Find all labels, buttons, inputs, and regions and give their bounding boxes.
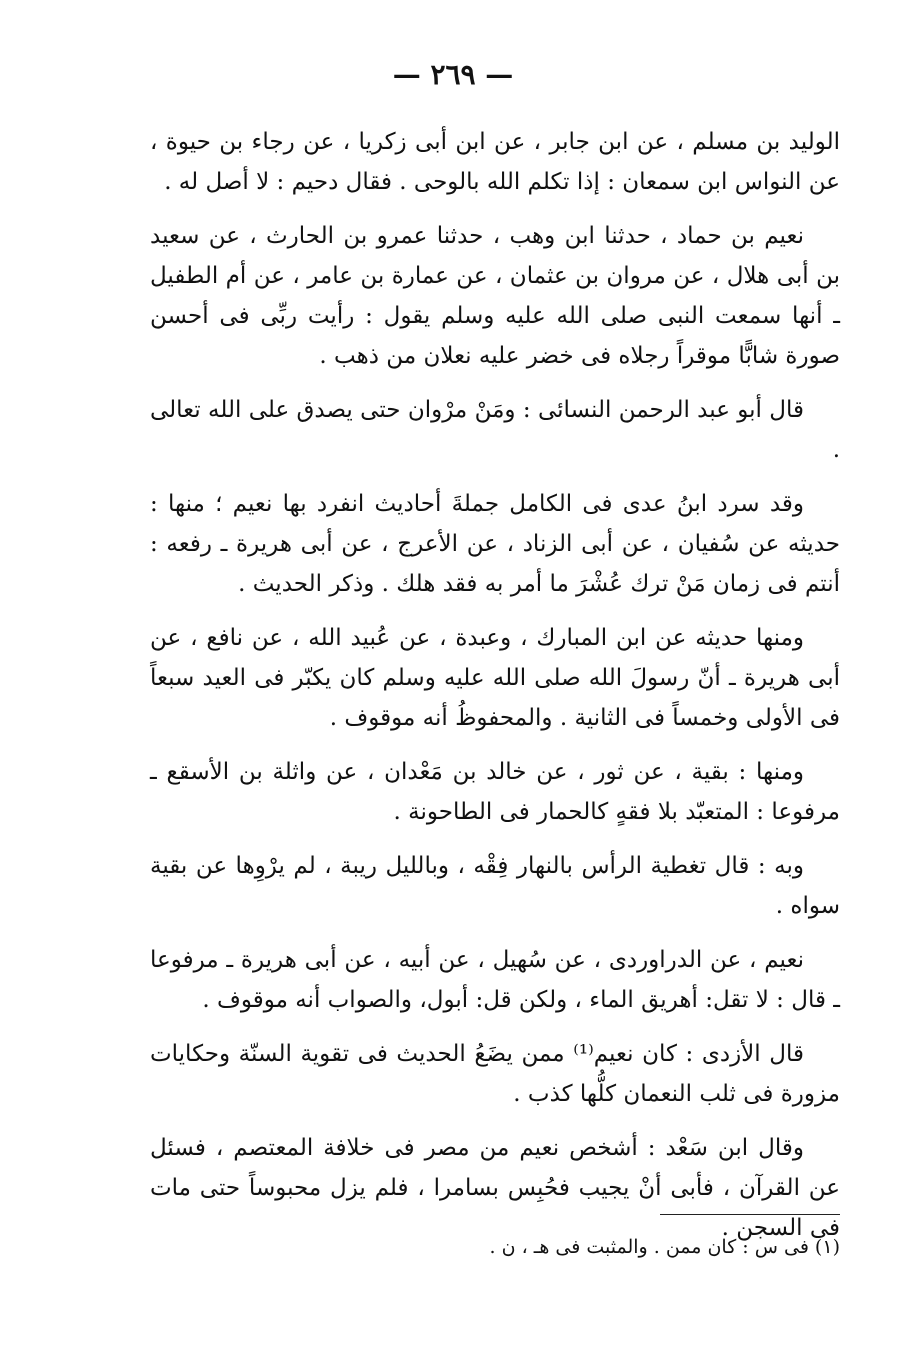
paragraph: نعيم ، عن الدراوردى ، عن سُهيل ، عن أبيه ، عن أبى هريرة ـ مرفوعا ـ قال : لا تقل: أهريق الماء ، ولكن قل: أبول، والصواب أنه موقوف .	[150, 947, 840, 1013]
paragraph: ومنها : بقية ، عن ثور ، عن خالد بن مَعْدان ، عن واثلة بن الأسقع ـ مرفوعا : المتعبّد بلا فقهٍ كالحمار فى الطاحونة .	[150, 759, 840, 825]
page-number: — ٢٦٩ —	[392, 58, 514, 91]
paragraph: قال الأزدى : كان نعيم⁽¹⁾ ممن يضَعُ الحديث فى تقوية السنّة وحكايات مزورة فى ثلب النعمان كلُّها كذب .	[150, 1041, 840, 1107]
paragraph: نعيم بن حماد ، حدثنا ابن وهب ، حدثنا عمرو بن الحارث ، عن سعيد بن أبى هلال ، عن مروان بن عثمان ، عن عمارة بن عامر ، عن أم الطفيل ـ أنها سمعت النبى صلى الله عليه وسلم يقول : رأيت ربِّى فى أحسن صورة شابًّا موقراً رجلاه فى خضر عليه نعلان من ذهب .	[150, 223, 840, 369]
paragraph: قال أبو عبد الرحمن النسائى : ومَنْ مرْوان حتى يصدق على الله تعالى .	[150, 397, 840, 463]
main-text	[150, 122, 840, 1262]
footnote-divider	[660, 1214, 840, 1215]
paragraph: وقال ابن سَعْد : أشخص نعيم من مصر فى خلافة المعتصم ، فسئل عن القرآن ، فأبى أنْ يجيب فحُبِس بسامرا ، فلم يزل محبوساً حتى مات فى السجن .	[150, 1135, 840, 1241]
footnote: (١) فى س : كان ممن . والمثبت فى هـ ، ن .	[489, 1236, 840, 1258]
paragraph: وقد سرد ابنُ عدى فى الكامل جملةَ أحاديث انفرد بها نعيم ؛ منها : حديثه عن سُفيان ، عن أبى الزناد ، عن الأعرج ، عن أبى هريرة ـ رفعه : أنتم فى زمان مَنْ ترك عُشْرَ ما أمر به فقد هلك . وذكر الحديث .	[150, 491, 840, 597]
paragraph: الوليد بن مسلم ، عن ابن جابر ، عن ابن أبى زكريا ، عن رجاء بن حيوة ، عن النواس ابن سمعان : إذا تكلم الله بالوحى . فقال دحيم : لا أصل له .	[150, 129, 840, 195]
paragraph: وبه : قال تغطية الرأس بالنهار فِقْه ، وبالليل ريبة ، لم يرْوِها عن بقية سواه .	[150, 853, 840, 919]
paragraph: ومنها حديثه عن ابن المبارك ، وعبدة ، عن عُبيد الله ، عن نافع ، عن أبى هريرة ـ أنّ رسولَ الله صلى الله عليه وسلم كان يكبّر فى العيد سبعاً فى الأولى وخمساً فى الثانية . والمحفوظُ أنه موقوف .	[150, 625, 840, 731]
